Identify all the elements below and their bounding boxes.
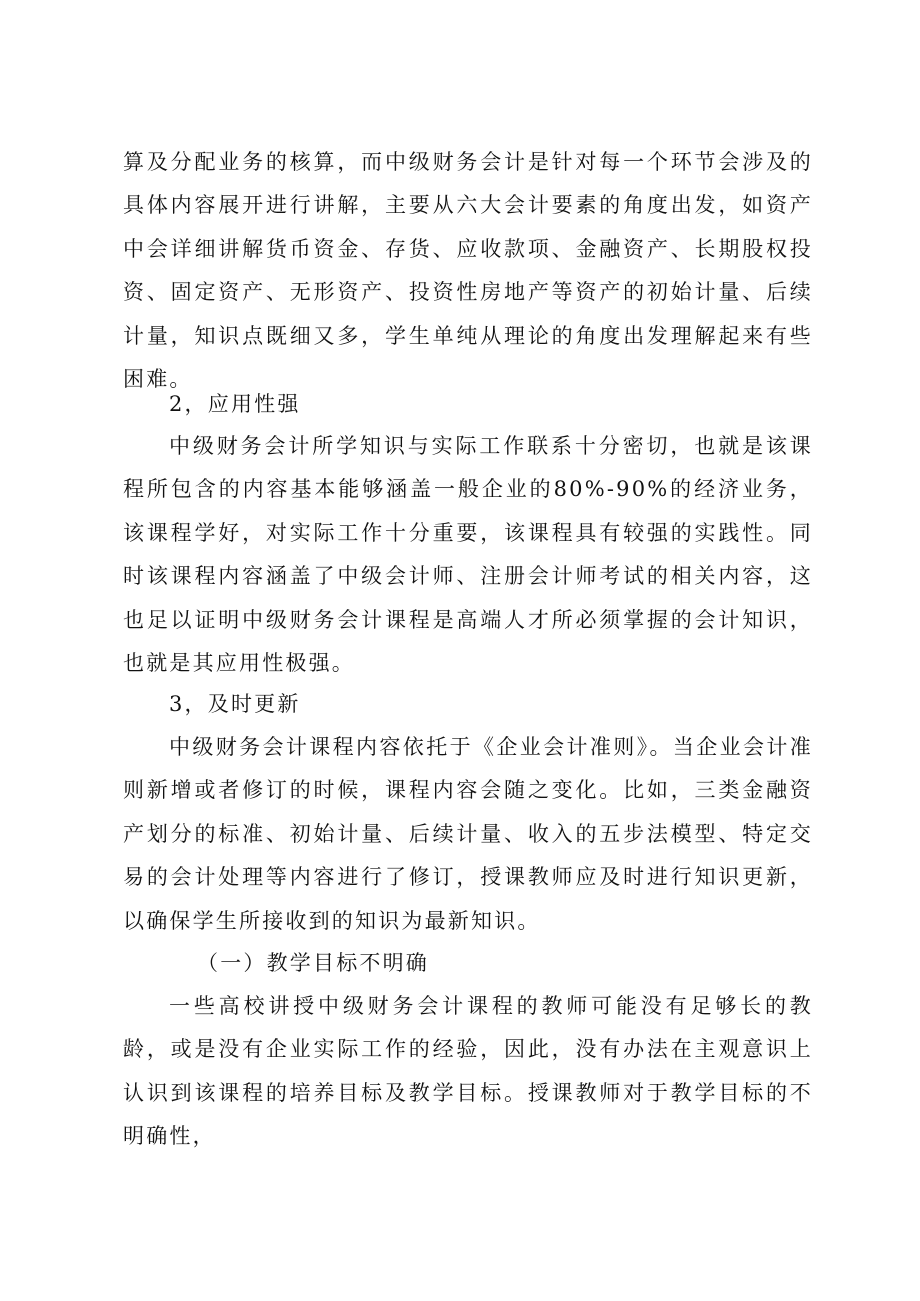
paragraph-teaching-goal: 一些高校讲授中级财务会计课程的教师可能没有足够长的教龄，或是没有企业实际工作的经验，因此，没有办法在主观意识上认识到该课程的培养目标及教学目标。授课教师对于教学目标的不明确性， (123, 994, 813, 1149)
paragraph-application: 中级财务会计所学知识与实际工作联系十分密切，也就是该课程所包含的内容基本能够涵盖一般企业的80%-90%的经济业务，该课程学好，对实际工作十分重要，该课程具有较强的实践性。同时该课程内容涵盖了中级会计师、注册会计师考试的相关内容，这也足以证明中级财务会计课程是高端人才所必须掌握的会计知识，也就是其应用性极强。 (123, 434, 813, 676)
paragraph-timely-update: 中级财务会计课程内容依托于《企业会计准则》。当企业会计准则新增或者修订的时候，课程内容会随之变化。比如，三类金融资产划分的标准、初始计量、后续计量、收入的五步法模型、特定交易的会计处理等内容进行了修订，授课教师应及时进行知识更新，以确保学生所接收到的知识为最新知识。 (123, 735, 813, 933)
heading-application: 2，应用性强 (169, 392, 301, 416)
heading-timely-update: 3，及时更新 (169, 692, 301, 716)
paragraph-intro: 算及分配业务的核算，而中级财务会计是针对每一个环节会涉及的具体内容展开进行讲解，主要从六大会计要素的角度出发，如资产中会详细讲解货币资金、存货、应收款项、金融资产、长期股权投资、固定资产、无形资产、投资性房地产等资产的初始计量、后续计量，知识点既细又多，学生单纯从理论的角度出发理解起来有些困难。 (123, 150, 813, 392)
section-heading-teaching-goal: （一）教学目标不明确 (197, 951, 429, 975)
